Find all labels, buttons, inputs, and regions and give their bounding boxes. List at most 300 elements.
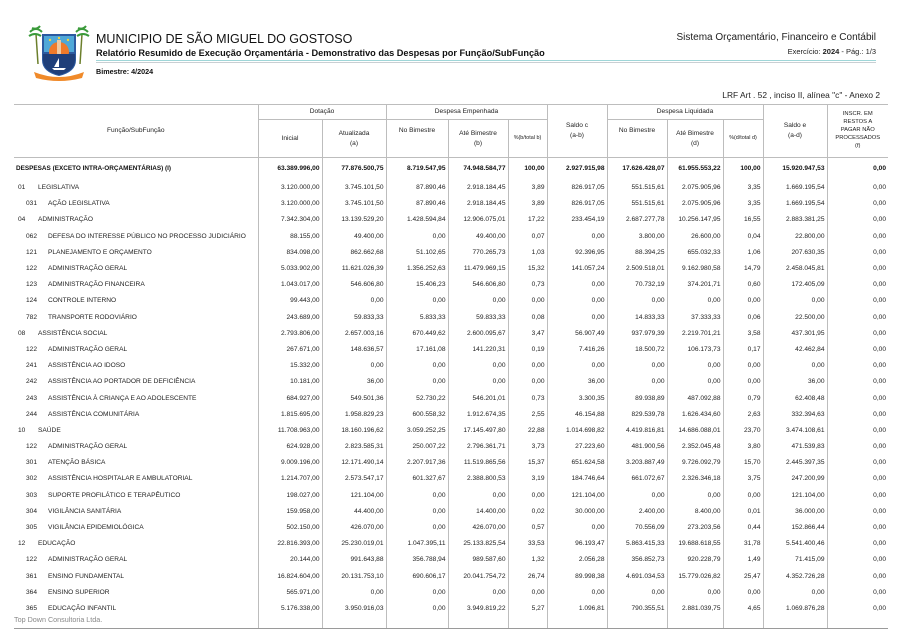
cell-liq-percent: 1,49 bbox=[723, 552, 763, 568]
cell-liq-percent: 0,60 bbox=[723, 277, 763, 293]
cell-liq-no-bimestre: 551.515,61 bbox=[607, 196, 667, 212]
inscr-line-4: PROCESSADOS bbox=[835, 134, 881, 141]
cell-saldo-e: 0,00 bbox=[763, 293, 827, 309]
atualizada-label: Atualizada bbox=[338, 129, 370, 137]
cell-liq-no-bimestre: 0,00 bbox=[607, 487, 667, 503]
cell-emp-no-bimestre: 0,00 bbox=[386, 487, 448, 503]
cell-emp-ate-bimestre: 25.133.825,54 bbox=[448, 536, 508, 552]
cell-dotacao-atualizada: 1.958.829,23 bbox=[322, 406, 386, 422]
subfunction-row bbox=[14, 471, 888, 487]
function-name: TRANSPORTE RODOVIÁRIO bbox=[48, 313, 137, 321]
cell-dotacao-atualizada: 36,00 bbox=[322, 374, 386, 390]
spacer-cell bbox=[386, 617, 448, 629]
cell-emp-no-bimestre: 600.558,32 bbox=[386, 406, 448, 422]
cell-saldo-c: 30.000,00 bbox=[547, 503, 607, 519]
cell-liq-ate-bimestre: 2.352.045,48 bbox=[667, 439, 723, 455]
cell-liq-no-bimestre: 70.556,09 bbox=[607, 519, 667, 535]
spacer-cell bbox=[508, 617, 547, 629]
cell-emp-no-bimestre: 690.606,17 bbox=[386, 568, 448, 584]
system-name: Sistema Orçamentário, Financeiro e Contábil bbox=[676, 32, 876, 43]
cell-liq-ate-bimestre: 2.075.905,96 bbox=[667, 196, 723, 212]
cell-saldo-c: 184.746,64 bbox=[547, 471, 607, 487]
liq-ate-bimestre-label: Até Bimestre bbox=[676, 129, 714, 137]
cell-dotacao-atualizada: 862.662,68 bbox=[322, 244, 386, 260]
cell-dotacao-inicial: 10.181,00 bbox=[258, 374, 322, 390]
cell-saldo-c: 0,00 bbox=[547, 293, 607, 309]
cell-liq-ate-bimestre: 2.881.039,75 bbox=[667, 600, 723, 616]
cell-saldo-c: 36,00 bbox=[547, 374, 607, 390]
col-group-despesa-empenhada: Despesa Empenhada bbox=[386, 105, 547, 120]
cell-dotacao-inicial: 7.342.304,00 bbox=[258, 212, 322, 228]
cell-liq-no-bimestre: 70.732,19 bbox=[607, 277, 667, 293]
title-divider bbox=[96, 60, 876, 63]
cell-liq-ate-bimestre: 0,00 bbox=[667, 584, 723, 600]
cell-function-name bbox=[14, 374, 258, 390]
cell-emp-percent: 17,22 bbox=[508, 212, 547, 228]
function-name: SAÚDE bbox=[38, 426, 61, 434]
cell-dotacao-inicial: 5.176.338,00 bbox=[258, 600, 322, 616]
function-code: 01 bbox=[18, 184, 26, 192]
cell-function-name bbox=[14, 244, 258, 260]
spacer-cell bbox=[667, 617, 723, 629]
cell-saldo-e: 437.301,95 bbox=[763, 325, 827, 341]
cell-liq-percent: 0,00 bbox=[723, 293, 763, 309]
cell-liq-no-bimestre: 829.539,78 bbox=[607, 406, 667, 422]
cell-saldo-e: 121.104,00 bbox=[763, 487, 827, 503]
cell-function-name bbox=[14, 358, 258, 374]
cell-liq-percent: 2,63 bbox=[723, 406, 763, 422]
function-row bbox=[14, 180, 888, 196]
function-name: LEGISLATIVA bbox=[38, 184, 80, 192]
cell-function-name bbox=[14, 325, 258, 341]
cell-liq-ate-bimestre: 26.600,00 bbox=[667, 228, 723, 244]
cell-saldo-e: 1.669.195,54 bbox=[763, 196, 827, 212]
function-name: ASSISTÊNCIA AO IDOSO bbox=[48, 362, 126, 370]
cell-liq-no-bimestre: 937.979,39 bbox=[607, 325, 667, 341]
function-name: ASSISTÊNCIA AO PORTADOR DE DEFICIÊNCIA bbox=[48, 378, 196, 386]
subfunction-row bbox=[14, 228, 888, 244]
cell-dotacao-atualizada: 49.400,00 bbox=[322, 228, 386, 244]
cell-dotacao-inicial: 3.120.000,00 bbox=[258, 196, 322, 212]
cell-saldo-e: 3.474.108,61 bbox=[763, 422, 827, 438]
cell-liq-percent: 0,17 bbox=[723, 341, 763, 357]
cell-saldo-e: 36.000,00 bbox=[763, 503, 827, 519]
function-name: ADMINISTRAÇÃO GERAL bbox=[48, 265, 128, 273]
cell-dotacao-inicial: 15.332,00 bbox=[258, 358, 322, 374]
cell-emp-percent: 0,73 bbox=[508, 390, 547, 406]
cell-emp-ate-bimestre: 2.796.361,71 bbox=[448, 439, 508, 455]
cell-emp-ate-bimestre: 20.041.754,72 bbox=[448, 568, 508, 584]
function-code: 364 bbox=[26, 588, 38, 596]
cell-emp-percent: 0,08 bbox=[508, 309, 547, 325]
cell-saldo-c: 3.300,35 bbox=[547, 390, 607, 406]
cell-saldo-c: 0,00 bbox=[547, 228, 607, 244]
exercicio-label: Exercício: bbox=[787, 47, 821, 56]
col-saldo-e bbox=[763, 105, 827, 158]
spacer-cell bbox=[258, 617, 322, 629]
cell-dotacao-atualizada: 2.573.547,17 bbox=[322, 471, 386, 487]
cell-dotacao-inicial: 88.155,00 bbox=[258, 228, 322, 244]
subfunction-row bbox=[14, 196, 888, 212]
cell-emp-percent: 0,73 bbox=[508, 277, 547, 293]
cell-emp-no-bimestre: 0,00 bbox=[386, 519, 448, 535]
cell-dotacao-inicial: 5.033.902,00 bbox=[258, 260, 322, 276]
cell-emp-percent: 33,53 bbox=[508, 536, 547, 552]
cell-liq-percent: 3,58 bbox=[723, 325, 763, 341]
function-code: 08 bbox=[18, 329, 26, 337]
col-funcao-subfuncao: Função/SubFunção bbox=[14, 105, 258, 158]
subfunction-row bbox=[14, 390, 888, 406]
cell-saldo-c: 826.917,05 bbox=[547, 180, 607, 196]
atualizada-sub: (a) bbox=[349, 139, 359, 147]
cell-saldo-c: 7.416,26 bbox=[547, 341, 607, 357]
cell-liq-ate-bimestre: 487.092,88 bbox=[667, 390, 723, 406]
function-name: ATENÇÃO BÁSICA bbox=[48, 459, 106, 467]
cell-emp-ate-bimestre: 2.600.095,67 bbox=[448, 325, 508, 341]
cell-saldo-e: 0,00 bbox=[763, 358, 827, 374]
cell-dotacao-atualizada: 991.643,88 bbox=[322, 552, 386, 568]
function-code: 244 bbox=[26, 410, 38, 418]
cell-saldo-c: 0,00 bbox=[547, 277, 607, 293]
cell-inscr-restos: 0,00 bbox=[827, 487, 888, 503]
cell-emp-ate-bimestre: 0,00 bbox=[448, 293, 508, 309]
inscr-line-5: (f) bbox=[855, 142, 861, 149]
cell-liq-percent: 3,35 bbox=[723, 196, 763, 212]
cell-emp-percent: 0,00 bbox=[508, 358, 547, 374]
saldo-e-formula: (a-d) bbox=[788, 132, 802, 139]
function-code: 031 bbox=[26, 200, 38, 208]
cell-dotacao-atualizada: 13.139.529,20 bbox=[322, 212, 386, 228]
cell-function-name bbox=[14, 260, 258, 276]
subfunction-row bbox=[14, 552, 888, 568]
col-emp-no-bimestre bbox=[386, 120, 448, 158]
cell-function-name bbox=[14, 503, 258, 519]
cell-liq-no-bimestre: 356.852,73 bbox=[607, 552, 667, 568]
col-emp-percent: %(b/total b) bbox=[508, 120, 547, 158]
cell-dotacao-atualizada: 3.745.101,50 bbox=[322, 180, 386, 196]
cell-function-name bbox=[14, 568, 258, 584]
cell-liq-ate-bimestre: 14.686.088,01 bbox=[667, 422, 723, 438]
cell-saldo-e: 2.458.045,81 bbox=[763, 260, 827, 276]
subfunction-row bbox=[14, 406, 888, 422]
cell-liq-percent: 25,47 bbox=[723, 568, 763, 584]
cell-liq-percent: 0,01 bbox=[723, 503, 763, 519]
cell-dotacao-atualizada: 11.621.026,39 bbox=[322, 260, 386, 276]
cell-liq-ate-bimestre: 920.228,79 bbox=[667, 552, 723, 568]
cell-dotacao-inicial: 3.120.000,00 bbox=[258, 180, 322, 196]
emp-ate-bimestre-label: Até Bimestre bbox=[459, 129, 497, 137]
cell-emp-ate-bimestre: 11.519.865,56 bbox=[448, 455, 508, 471]
subfunction-row bbox=[14, 309, 888, 325]
cell-dotacao-inicial: 1.214.707,00 bbox=[258, 471, 322, 487]
cell-liq-ate-bimestre: 2.219.701,21 bbox=[667, 325, 723, 341]
cell-liq-percent: 0,44 bbox=[723, 519, 763, 535]
total-row bbox=[14, 158, 888, 180]
col-dotacao-inicial: Inicial bbox=[258, 120, 322, 158]
cell-emp-no-bimestre: 0,00 bbox=[386, 584, 448, 600]
function-name: SUPORTE PROFILÁTICO E TERAPÊUTICO bbox=[48, 491, 181, 499]
cell-liq-ate-bimestre: 1.626.434,60 bbox=[667, 406, 723, 422]
expenses-by-function-table bbox=[14, 104, 888, 629]
function-name: EDUCAÇÃO bbox=[38, 540, 76, 548]
function-code: 122 bbox=[26, 345, 38, 353]
cell-inscr-restos: 0,00 bbox=[827, 422, 888, 438]
cell-liq-no-bimestre: 661.072,67 bbox=[607, 471, 667, 487]
cell-liq-percent: 0,00 bbox=[723, 584, 763, 600]
spacer-cell bbox=[827, 617, 888, 629]
col-inscr-restos-pagar bbox=[827, 105, 888, 158]
cell-dotacao-inicial: 2.793.806,00 bbox=[258, 325, 322, 341]
cell-liq-percent: 0,06 bbox=[723, 309, 763, 325]
cell-liq-percent: 0,04 bbox=[723, 228, 763, 244]
cell-emp-no-bimestre: 3.059.252,25 bbox=[386, 422, 448, 438]
bimestre-label: Bimestre: 4/2024 bbox=[96, 67, 154, 76]
cell-dotacao-inicial: 684.927,00 bbox=[258, 390, 322, 406]
cell-dotacao-inicial: 198.027,00 bbox=[258, 487, 322, 503]
cell-liq-no-bimestre: 2.509.518,01 bbox=[607, 260, 667, 276]
cell-dotacao-atualizada: 44.400,00 bbox=[322, 503, 386, 519]
cell-liq-no-bimestre: 5.863.415,33 bbox=[607, 536, 667, 552]
cell-emp-ate-bimestre: 0,00 bbox=[448, 358, 508, 374]
cell-liq-no-bimestre: 89.938,89 bbox=[607, 390, 667, 406]
cell-saldo-e: 152.866,44 bbox=[763, 519, 827, 535]
cell-saldo-e: 0,00 bbox=[763, 584, 827, 600]
function-code: 124 bbox=[26, 297, 38, 305]
cell-saldo-c: 96.193,47 bbox=[547, 536, 607, 552]
cell-saldo-c: 651.624,58 bbox=[547, 455, 607, 471]
cell-saldo-e: 5.541.400,46 bbox=[763, 536, 827, 552]
cell-liq-ate-bimestre: 9.162.980,58 bbox=[667, 260, 723, 276]
cell-dotacao-inicial: 22.816.393,00 bbox=[258, 536, 322, 552]
function-row bbox=[14, 536, 888, 552]
function-row bbox=[14, 422, 888, 438]
cell-emp-percent: 0,19 bbox=[508, 341, 547, 357]
cell-emp-percent: 100,00 bbox=[508, 158, 547, 180]
subfunction-row bbox=[14, 358, 888, 374]
cell-liq-no-bimestre: 18.500,72 bbox=[607, 341, 667, 357]
footer-company: Top Down Consultoria Ltda. bbox=[14, 615, 103, 624]
cell-emp-no-bimestre: 5.833,33 bbox=[386, 309, 448, 325]
cell-dotacao-inicial: 63.389.996,00 bbox=[258, 158, 322, 180]
cell-liq-no-bimestre: 481.900,56 bbox=[607, 439, 667, 455]
function-code: 062 bbox=[26, 232, 38, 240]
cell-liq-ate-bimestre: 0,00 bbox=[667, 487, 723, 503]
cell-emp-no-bimestre: 0,00 bbox=[386, 374, 448, 390]
cell-inscr-restos: 0,00 bbox=[827, 293, 888, 309]
inscr-line-3: PAGAR NÃO bbox=[840, 127, 875, 134]
cell-saldo-c: 2.927.915,98 bbox=[547, 158, 607, 180]
cell-emp-no-bimestre: 0,00 bbox=[386, 293, 448, 309]
cell-saldo-c: 0,00 bbox=[547, 309, 607, 325]
cell-saldo-e: 42.462,84 bbox=[763, 341, 827, 357]
cell-function-name bbox=[14, 390, 258, 406]
report-header bbox=[0, 0, 900, 100]
exercicio-page-info bbox=[788, 47, 876, 56]
cell-liq-percent: 4,65 bbox=[723, 600, 763, 616]
function-code: 782 bbox=[26, 313, 38, 321]
cell-emp-percent: 0,07 bbox=[508, 228, 547, 244]
table-body bbox=[14, 158, 888, 629]
subfunction-row bbox=[14, 503, 888, 519]
function-name: DEFESA DO INTERESSE PÚBLICO NO PROCESSO JUDICIÁRIO bbox=[48, 232, 246, 240]
cell-liq-ate-bimestre: 8.400,00 bbox=[667, 503, 723, 519]
cell-saldo-e: 2.445.397,35 bbox=[763, 455, 827, 471]
cell-emp-no-bimestre: 87.890,46 bbox=[386, 180, 448, 196]
cell-dotacao-atualizada: 25.230.019,01 bbox=[322, 536, 386, 552]
cell-emp-ate-bimestre: 12.906.075,01 bbox=[448, 212, 508, 228]
cell-emp-ate-bimestre: 546.201,01 bbox=[448, 390, 508, 406]
function-code: 304 bbox=[26, 507, 38, 515]
cell-emp-ate-bimestre: 770.265,73 bbox=[448, 244, 508, 260]
cell-saldo-e: 15.920.947,53 bbox=[763, 158, 827, 180]
subfunction-row bbox=[14, 277, 888, 293]
saldo-c-formula: (a-b) bbox=[570, 132, 584, 139]
cell-emp-ate-bimestre: 2.918.184,45 bbox=[448, 180, 508, 196]
col-group-despesa-liquidada: Despesa Liquidada bbox=[607, 105, 763, 120]
report-title: Relatório Resumido de Execução Orçamentária - Demonstrativo das Despesas por Função/SubFunção bbox=[96, 48, 545, 58]
cell-emp-percent: 0,57 bbox=[508, 519, 547, 535]
cell-function-name bbox=[14, 471, 258, 487]
liq-ate-bimestre-sub: (d) bbox=[690, 139, 700, 147]
cell-function-name bbox=[14, 212, 258, 228]
cell-inscr-restos: 0,00 bbox=[827, 584, 888, 600]
cell-dotacao-atualizada: 0,00 bbox=[322, 584, 386, 600]
cell-dotacao-inicial: 1.815.695,00 bbox=[258, 406, 322, 422]
col-emp-ate-bimestre bbox=[448, 120, 508, 158]
cell-emp-percent: 3,73 bbox=[508, 439, 547, 455]
cell-inscr-restos: 0,00 bbox=[827, 600, 888, 616]
cell-inscr-restos: 0,00 bbox=[827, 471, 888, 487]
cell-dotacao-inicial: 267.671,00 bbox=[258, 341, 322, 357]
cell-function-name bbox=[14, 228, 258, 244]
cell-liq-percent: 0,00 bbox=[723, 358, 763, 374]
cell-emp-no-bimestre: 0,00 bbox=[386, 228, 448, 244]
cell-saldo-c: 46.154,88 bbox=[547, 406, 607, 422]
col-liq-percent: %(d/total d) bbox=[723, 120, 763, 158]
cell-emp-ate-bimestre: 2.918.184,45 bbox=[448, 196, 508, 212]
cell-liq-percent: 3,80 bbox=[723, 439, 763, 455]
cell-liq-no-bimestre: 551.515,61 bbox=[607, 180, 667, 196]
cell-function-name bbox=[14, 180, 258, 196]
cell-inscr-restos: 0,00 bbox=[827, 358, 888, 374]
cell-emp-percent: 26,74 bbox=[508, 568, 547, 584]
function-code: 301 bbox=[26, 459, 38, 467]
cell-emp-ate-bimestre: 2.388.800,53 bbox=[448, 471, 508, 487]
spacer-cell bbox=[322, 617, 386, 629]
emp-no-bimestre-label: No Bimestre bbox=[398, 127, 436, 134]
cell-emp-percent: 15,32 bbox=[508, 260, 547, 276]
cell-function-name bbox=[14, 487, 258, 503]
cell-liq-ate-bimestre: 2.075.905,96 bbox=[667, 180, 723, 196]
cell-dotacao-atualizada: 0,00 bbox=[322, 358, 386, 374]
cell-liq-ate-bimestre: 0,00 bbox=[667, 293, 723, 309]
cell-dotacao-atualizada: 148.636,57 bbox=[322, 341, 386, 357]
cell-liq-no-bimestre: 0,00 bbox=[607, 374, 667, 390]
function-name: ASSISTÊNCIA SOCIAL bbox=[38, 329, 108, 337]
cell-liq-percent: 0,00 bbox=[723, 374, 763, 390]
function-code: 10 bbox=[18, 426, 26, 434]
cell-saldo-e: 207.630,35 bbox=[763, 244, 827, 260]
function-code: 305 bbox=[26, 524, 38, 532]
cell-saldo-c: 0,00 bbox=[547, 584, 607, 600]
cell-dotacao-inicial: 1.043.017,00 bbox=[258, 277, 322, 293]
cell-saldo-c: 27.223,60 bbox=[547, 439, 607, 455]
function-name: ENSINO FUNDAMENTAL bbox=[48, 572, 125, 580]
inscr-line-2: RESTOS A bbox=[843, 119, 873, 126]
cell-function-name bbox=[14, 277, 258, 293]
cell-inscr-restos: 0,00 bbox=[827, 568, 888, 584]
cell-emp-no-bimestre: 2.207.917,36 bbox=[386, 455, 448, 471]
function-code: 361 bbox=[26, 572, 38, 580]
subfunction-row bbox=[14, 260, 888, 276]
header-row-groups bbox=[14, 105, 888, 120]
cell-emp-percent: 5,27 bbox=[508, 600, 547, 616]
cell-emp-ate-bimestre: 11.479.969,15 bbox=[448, 260, 508, 276]
cell-dotacao-atualizada: 2.823.585,31 bbox=[322, 439, 386, 455]
cell-function-name bbox=[14, 552, 258, 568]
cell-dotacao-atualizada: 546.606,80 bbox=[322, 277, 386, 293]
function-code: 122 bbox=[26, 556, 38, 564]
legal-reference: LRF Art . 52 , inciso II, alínea "c" - Anexo 2 bbox=[722, 90, 880, 100]
cell-saldo-e: 2.883.381,25 bbox=[763, 212, 827, 228]
cell-liq-percent: 3,75 bbox=[723, 471, 763, 487]
cell-function-name bbox=[14, 341, 258, 357]
cell-saldo-e: 1.069.876,28 bbox=[763, 600, 827, 616]
cell-dotacao-atualizada: 121.104,00 bbox=[322, 487, 386, 503]
col-liq-ate-bimestre bbox=[667, 120, 723, 158]
cell-function-name bbox=[14, 455, 258, 471]
cell-emp-no-bimestre: 670.449,62 bbox=[386, 325, 448, 341]
cell-inscr-restos: 0,00 bbox=[827, 196, 888, 212]
cell-inscr-restos: 0,00 bbox=[827, 228, 888, 244]
cell-liq-ate-bimestre: 655.032,33 bbox=[667, 244, 723, 260]
function-code: 123 bbox=[26, 281, 38, 289]
function-name: ADMINISTRAÇÃO GERAL bbox=[48, 345, 128, 353]
cell-inscr-restos: 0,00 bbox=[827, 552, 888, 568]
cell-emp-no-bimestre: 1.047.395,11 bbox=[386, 536, 448, 552]
cell-emp-percent: 0,00 bbox=[508, 293, 547, 309]
cell-dotacao-atualizada: 12.171.490,14 bbox=[322, 455, 386, 471]
cell-emp-percent: 1,03 bbox=[508, 244, 547, 260]
cell-liq-ate-bimestre: 10.256.147,95 bbox=[667, 212, 723, 228]
cell-inscr-restos: 0,00 bbox=[827, 390, 888, 406]
subfunction-row bbox=[14, 584, 888, 600]
function-code: 242 bbox=[26, 378, 38, 386]
cell-saldo-c: 141.057,24 bbox=[547, 260, 607, 276]
cell-function-name bbox=[14, 536, 258, 552]
function-code: 12 bbox=[18, 540, 26, 548]
function-name: PLANEJAMENTO E ORÇAMENTO bbox=[48, 248, 152, 256]
cell-saldo-e: 36,00 bbox=[763, 374, 827, 390]
subfunction-row bbox=[14, 600, 888, 616]
function-code: 122 bbox=[26, 265, 38, 273]
cell-saldo-c: 0,00 bbox=[547, 519, 607, 535]
saldo-c-label: Saldo c bbox=[566, 122, 589, 130]
subfunction-row bbox=[14, 341, 888, 357]
cell-dotacao-inicial: 16.824.604,00 bbox=[258, 568, 322, 584]
cell-liq-ate-bimestre: 0,00 bbox=[667, 374, 723, 390]
function-code: 303 bbox=[26, 491, 38, 499]
subfunction-row bbox=[14, 568, 888, 584]
exercicio-value: 2024 bbox=[822, 47, 840, 56]
cell-saldo-c: 2.056,28 bbox=[547, 552, 607, 568]
function-code: 243 bbox=[26, 394, 38, 402]
cell-saldo-e: 71.415,09 bbox=[763, 552, 827, 568]
function-code: 302 bbox=[26, 475, 38, 483]
cell-emp-no-bimestre: 8.719.547,95 bbox=[386, 158, 448, 180]
cell-emp-no-bimestre: 52.730,22 bbox=[386, 390, 448, 406]
cell-inscr-restos: 0,00 bbox=[827, 519, 888, 535]
